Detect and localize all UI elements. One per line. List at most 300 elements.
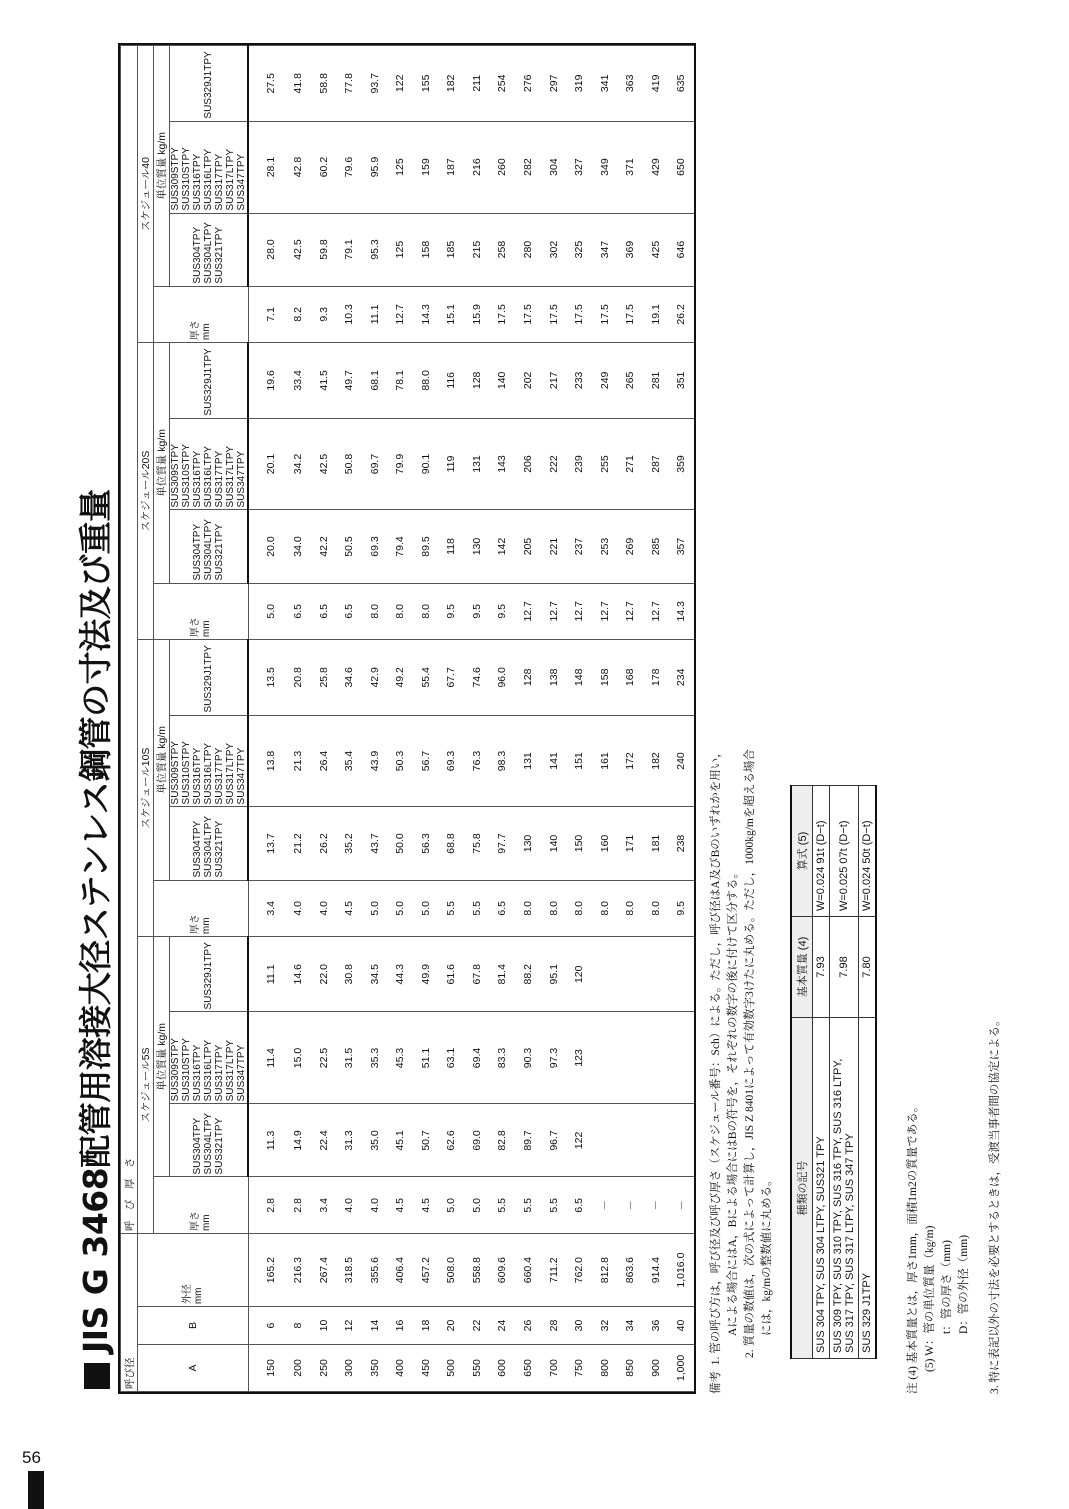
table-cell: 9.3 — [311, 286, 337, 343]
header-thickness: 厚さ mm — [154, 1177, 249, 1234]
table-cell: 125 — [388, 213, 414, 286]
table-cell: 151 — [566, 715, 592, 807]
table-cell: 269 — [617, 510, 643, 583]
table-cell: 42.9 — [362, 640, 388, 715]
table-cell: 17.5 — [592, 286, 618, 343]
remark-1b: Aによる場合にはA，Bによる場合にはBの符号を，それぞれの数字の後に付けて区分する。 — [727, 867, 739, 1336]
table-cell: 609.6 — [490, 1234, 516, 1307]
table-cell — [617, 1012, 643, 1104]
table-cell: 96.0 — [490, 640, 516, 715]
table-cell: 148 — [566, 640, 592, 715]
table-cell: 178 — [643, 640, 669, 715]
table-cell: 20.8 — [286, 640, 312, 715]
table-cell: 74.6 — [464, 640, 490, 715]
table-cell: 14.6 — [286, 937, 312, 1012]
table-cell: 161 — [592, 715, 618, 807]
table-cell: 182 — [643, 715, 669, 807]
table-cell: 12.7 — [617, 583, 643, 640]
title-square-icon — [84, 1363, 110, 1389]
table-cell: 68.1 — [362, 343, 388, 418]
table-cell: 140 — [541, 807, 567, 880]
table-cell: 711.2 — [541, 1234, 567, 1307]
table-cell: 140 — [490, 343, 516, 418]
header-sch20s: スケジュール20S — [138, 343, 154, 640]
table-cell: 350 — [362, 1344, 388, 1391]
table-cell: 250 — [311, 1344, 337, 1391]
table-cell: 26.4 — [311, 715, 337, 807]
table-cell: 15.0 — [286, 1012, 312, 1104]
table-cell: 95.9 — [362, 121, 388, 213]
table-cell: 6.5 — [566, 1177, 592, 1234]
table-cell: 750 — [566, 1344, 592, 1391]
table-cell: 22.5 — [311, 1012, 337, 1104]
table-cell: 62.6 — [439, 1104, 465, 1177]
table-cell: 131 — [515, 715, 541, 807]
table-cell: － — [668, 1177, 694, 1234]
table-cell: 13.8 — [248, 715, 286, 807]
table-cell: 319 — [566, 46, 592, 122]
table-cell: 40 — [668, 1307, 694, 1345]
table-cell: 34.2 — [286, 418, 312, 510]
table-cell: 202 — [515, 343, 541, 418]
table-cell: 369 — [617, 213, 643, 286]
table-cell: 26.2 — [311, 807, 337, 880]
table-cell: 168 — [617, 640, 643, 715]
table-cell: 172 — [617, 715, 643, 807]
mass-header-kind: 種類の記号 — [791, 1018, 813, 1359]
table-cell: 96.7 — [541, 1104, 567, 1177]
header-grade-group-2: SUS309STPY SUS310STPY SUS316TPY SUS316LTPY SUS317TPY SUS317LTPY SUS347TPY — [170, 715, 249, 807]
header-grade-group-3: SUS329J1TPY — [170, 343, 249, 418]
table-cell: 351 — [668, 343, 694, 418]
table-cell: 12.7 — [566, 583, 592, 640]
table-cell: 200 — [286, 1344, 312, 1391]
table-row — [337, 46, 363, 1392]
header-grade-group-1: SUS304TPY SUS304LTPY SUS321TPY — [170, 510, 249, 583]
table-cell: 49.7 — [337, 343, 363, 418]
table-cell: 349 — [592, 121, 618, 213]
table-cell: 8.2 — [286, 286, 312, 343]
mass-formula: W=0.025 07t (D−t) — [830, 786, 859, 917]
table-cell: 98.3 — [490, 715, 516, 807]
table-cell: 67.8 — [464, 937, 490, 1012]
table-cell: 22.4 — [311, 1104, 337, 1177]
table-cell: 12.7 — [515, 583, 541, 640]
table-cell: 233 — [566, 343, 592, 418]
header-grade-group-1: SUS304TPY SUS304LTPY SUS321TPY — [170, 807, 249, 880]
mass-row — [859, 786, 877, 1359]
table-cell: 165.2 — [248, 1234, 286, 1307]
header-thickness: 厚さ mm — [154, 583, 249, 640]
table-cell: 281 — [643, 343, 669, 418]
table-cell: 143 — [490, 418, 516, 510]
table-row — [490, 46, 516, 1392]
table-cell: 22.0 — [311, 937, 337, 1012]
header-grade-group-1: SUS304TPY SUS304LTPY SUS321TPY — [170, 213, 249, 286]
table-cell: 13.7 — [248, 807, 286, 880]
table-row — [311, 46, 337, 1392]
table-cell: 800 — [592, 1344, 618, 1391]
table-cell: 650 — [668, 121, 694, 213]
table-cell: 8.0 — [643, 880, 669, 937]
table-cell: 237 — [566, 510, 592, 583]
table-cell: 5.0 — [388, 880, 414, 937]
header-grade-group-2: SUS309STPY SUS310STPY SUS316TPY SUS316LTPY SUS317TPY SUS317LTPY SUS347TPY — [170, 121, 249, 213]
table-row — [643, 46, 669, 1392]
table-cell: 128 — [515, 640, 541, 715]
table-cell: 304 — [541, 121, 567, 213]
table-cell: 35.0 — [362, 1104, 388, 1177]
table-cell: 131 — [464, 418, 490, 510]
table-cell: 34.6 — [337, 640, 363, 715]
header-grade-group-2: SUS309STPY SUS310STPY SUS316TPY SUS316LTPY SUS317TPY SUS317LTPY SUS347TPY — [170, 418, 249, 510]
table-cell: 97.7 — [490, 807, 516, 880]
table-cell: 141 — [541, 715, 567, 807]
table-cell: 95.3 — [362, 213, 388, 286]
table-cell: 558.8 — [464, 1234, 490, 1307]
table-cell: 88.0 — [413, 343, 439, 418]
table-cell: 150 — [566, 807, 592, 880]
table-cell: 125 — [388, 121, 414, 213]
header-sch10s: スケジュール10S — [138, 640, 154, 937]
table-cell: 211 — [464, 46, 490, 122]
table-cell: 81.4 — [490, 937, 516, 1012]
mass-formula: W=0.024 50t (D−t) — [859, 786, 877, 917]
table-cell: 762.0 — [566, 1234, 592, 1307]
table-cell: 30 — [566, 1307, 592, 1345]
table-cell: 79.6 — [337, 121, 363, 213]
table-cell: 4.5 — [388, 1177, 414, 1234]
table-cell: 42.5 — [286, 213, 312, 286]
mass-formula: W=0.024 91t (D−t) — [813, 786, 830, 917]
table-cell: 5.5 — [490, 1177, 516, 1234]
table-cell: 150 — [248, 1344, 286, 1391]
table-cell: 216.3 — [286, 1234, 312, 1307]
table-cell: 8.0 — [592, 880, 618, 937]
table-cell: 363 — [617, 46, 643, 122]
table-cell: 318.5 — [337, 1234, 363, 1307]
table-cell: 34.5 — [362, 937, 388, 1012]
table-cell: 119 — [439, 418, 465, 510]
remarks-label: 備考 — [710, 1371, 722, 1394]
table-row — [592, 46, 618, 1392]
table-cell: 429 — [643, 121, 669, 213]
table-cell: 12.7 — [541, 583, 567, 640]
table-cell: 20.1 — [248, 418, 286, 510]
table-cell: 216 — [464, 121, 490, 213]
table-cell: 12 — [337, 1307, 363, 1345]
table-cell: 25.8 — [311, 640, 337, 715]
table-cell: 419 — [643, 46, 669, 122]
table-cell: 258 — [490, 213, 516, 286]
table-cell: 41.5 — [311, 343, 337, 418]
table-cell: 217 — [541, 343, 567, 418]
mass-row — [813, 786, 830, 1359]
table-cell: 89.7 — [515, 1104, 541, 1177]
table-cell — [592, 1012, 618, 1104]
table-cell: 20 — [439, 1307, 465, 1345]
table-cell: 93.7 — [362, 46, 388, 122]
table-cell: 12.7 — [592, 583, 618, 640]
footnotes — [905, 1015, 1004, 1395]
table-cell: 863.6 — [617, 1234, 643, 1307]
table-cell: 75.8 — [464, 807, 490, 880]
table-cell: 900 — [643, 1344, 669, 1391]
table-cell: 130 — [464, 510, 490, 583]
table-cell: 3.4 — [311, 1177, 337, 1234]
table-cell: 77.8 — [337, 46, 363, 122]
table-cell: 68.8 — [439, 807, 465, 880]
table-cell: 31.3 — [337, 1104, 363, 1177]
table-cell: 123 — [566, 1012, 592, 1104]
table-cell: 635 — [668, 46, 694, 122]
table-cell: 26.2 — [668, 286, 694, 343]
table-row — [248, 46, 286, 1392]
table-cell: 60.2 — [311, 121, 337, 213]
table-cell: 26 — [515, 1307, 541, 1345]
mass-row — [830, 786, 859, 1359]
header-thickness: 厚さ mm — [154, 286, 249, 343]
table-cell: 239 — [566, 418, 592, 510]
table-cell: 325 — [566, 213, 592, 286]
table-cell: 55.4 — [413, 640, 439, 715]
table-cell: 35.3 — [362, 1012, 388, 1104]
table-cell: 28.0 — [248, 213, 286, 286]
table-cell: 15.1 — [439, 286, 465, 343]
table-cell: 56.3 — [413, 807, 439, 880]
table-cell: 8.0 — [566, 880, 592, 937]
table-cell — [643, 1104, 669, 1177]
table-row — [617, 46, 643, 1392]
table-cell: 2.8 — [248, 1177, 286, 1234]
table-cell: 14.3 — [413, 286, 439, 343]
table-cell: 206 — [515, 418, 541, 510]
page-number: 56 — [22, 1448, 41, 1467]
table-cell: 83.3 — [490, 1012, 516, 1104]
table-cell: 8.0 — [362, 583, 388, 640]
table-cell: 14 — [362, 1307, 388, 1345]
table-cell: 97.3 — [541, 1012, 567, 1104]
mass-base: 7.80 — [859, 917, 877, 1018]
mass-kind: SUS 309 TPY, SUS 310 TPY, SUS 316 TPY, SUS 316 LTPY, SUS 317 TPY, SUS 317 LTPY, SUS 347 TPY — [830, 1018, 859, 1359]
table-cell: 12.7 — [643, 583, 669, 640]
table-cell — [617, 937, 643, 1012]
table-cell: 158 — [413, 213, 439, 286]
table-cell: 260 — [490, 121, 516, 213]
table-cell: 27.5 — [248, 46, 286, 122]
remark-3: 3. 特に表記以外の寸法を必要とするときは，受渡当事者間の協定による。 — [989, 1014, 1001, 1394]
table-cell: 45.3 — [388, 1012, 414, 1104]
table-cell: 32 — [592, 1307, 618, 1345]
table-cell — [668, 1012, 694, 1104]
table-cell: 215 — [464, 213, 490, 286]
table-cell: 187 — [439, 121, 465, 213]
header-grade-group-3: SUS329J1TPY — [170, 937, 249, 1012]
table-cell: 5.5 — [439, 880, 465, 937]
table-cell: 255 — [592, 418, 618, 510]
table-row — [541, 46, 567, 1392]
table-cell: 17.5 — [490, 286, 516, 343]
mass-kind: SUS 329 J1TPY — [859, 1018, 877, 1359]
table-row — [439, 46, 465, 1392]
table-cell: 17.5 — [541, 286, 567, 343]
table-cell — [668, 1104, 694, 1177]
table-cell: 159 — [413, 121, 439, 213]
table-cell: 253 — [592, 510, 618, 583]
table-cell: 341 — [592, 46, 618, 122]
table-cell: 17.5 — [617, 286, 643, 343]
table-cell: 50.0 — [388, 807, 414, 880]
header-unit-mass: 単位質量 kg/m — [154, 640, 170, 880]
table-cell: 6.5 — [490, 880, 516, 937]
table-cell: 122 — [566, 1104, 592, 1177]
table-cell: 450 — [413, 1344, 439, 1391]
table-cell: 2.8 — [286, 1177, 312, 1234]
table-cell: 254 — [490, 46, 516, 122]
header-grade-group-3: SUS329J1TPY — [170, 46, 249, 122]
header-unit-mass: 単位質量 kg/m — [154, 937, 170, 1177]
table-cell: 406.4 — [388, 1234, 414, 1307]
table-cell: 69.4 — [464, 1012, 490, 1104]
table-cell: 14.3 — [668, 583, 694, 640]
table-cell: 271 — [617, 418, 643, 510]
table-cell: 49.2 — [388, 640, 414, 715]
table-cell: 457.2 — [413, 1234, 439, 1307]
table-cell: 120 — [566, 937, 592, 1012]
table-cell: 276 — [515, 46, 541, 122]
remark-2b: には，kg/mの整数値に丸める。 — [761, 1174, 773, 1336]
table-cell: 16 — [388, 1307, 414, 1345]
table-cell: 240 — [668, 715, 694, 807]
table-cell: 6.5 — [311, 583, 337, 640]
table-cell: 234 — [668, 640, 694, 715]
table-cell: 59.8 — [311, 213, 337, 286]
table-cell: 280 — [515, 213, 541, 286]
table-cell: 508.0 — [439, 1234, 465, 1307]
table-cell: 9.5 — [464, 583, 490, 640]
table-cell: 5.5 — [541, 1177, 567, 1234]
table-cell: 49.9 — [413, 937, 439, 1012]
table-cell: 302 — [541, 213, 567, 286]
table-cell: 371 — [617, 121, 643, 213]
table-cell: 69.7 — [362, 418, 388, 510]
table-cell: － — [592, 1177, 618, 1234]
header-grade-group-2: SUS309STPY SUS310STPY SUS316TPY SUS316LTPY SUS317TPY SUS317LTPY SUS347TPY — [170, 1012, 249, 1104]
header-thickness: 厚さ mm — [154, 880, 249, 937]
table-cell: 205 — [515, 510, 541, 583]
table-cell: 41.8 — [286, 46, 312, 122]
table-cell: 11.3 — [248, 1104, 286, 1177]
table-cell: 1,016.0 — [668, 1234, 694, 1307]
header-unit-mass: 単位質量 kg/m — [154, 343, 170, 583]
table-cell: 95.1 — [541, 937, 567, 1012]
table-cell: 82.8 — [490, 1104, 516, 1177]
footnote-5-t: t：管の厚さ（mm) — [941, 1240, 953, 1334]
header-grade-group-3: SUS329J1TPY — [170, 640, 249, 715]
table-cell: 44.3 — [388, 937, 414, 1012]
table-cell: 3.4 — [248, 880, 286, 937]
table-cell: 36 — [643, 1307, 669, 1345]
table-row — [286, 46, 312, 1392]
table-cell: 61.6 — [439, 937, 465, 1012]
table-cell: 5.0 — [439, 1177, 465, 1234]
table-cell: 171 — [617, 807, 643, 880]
table-cell: 8.0 — [541, 880, 567, 937]
mass-base: 7.98 — [830, 917, 859, 1018]
table-cell: 69.3 — [362, 510, 388, 583]
table-cell: 9.5 — [439, 583, 465, 640]
table-cell: 700 — [541, 1344, 567, 1391]
dimension-table-wrapper — [118, 43, 696, 1394]
table-cell: 185 — [439, 213, 465, 286]
table-cell: 56.7 — [413, 715, 439, 807]
table-cell: 5.0 — [464, 1177, 490, 1234]
table-cell: 67.7 — [439, 640, 465, 715]
base-mass-table — [790, 785, 877, 1359]
table-cell: 7.1 — [248, 286, 286, 343]
table-cell: 90.3 — [515, 1012, 541, 1104]
table-cell: 88.2 — [515, 937, 541, 1012]
table-row — [515, 46, 541, 1392]
table-cell: 5.5 — [515, 1177, 541, 1234]
table-cell: 5.0 — [362, 880, 388, 937]
table-cell: 914.4 — [643, 1234, 669, 1307]
page-title — [70, 489, 117, 1389]
table-cell: 11.1 — [248, 937, 286, 1012]
table-cell: 33.4 — [286, 343, 312, 418]
table-cell: 8.0 — [617, 880, 643, 937]
table-cell: 238 — [668, 807, 694, 880]
table-cell: 182 — [439, 46, 465, 122]
table-cell: 8.0 — [413, 583, 439, 640]
table-cell: 359 — [668, 418, 694, 510]
table-cell: 282 — [515, 121, 541, 213]
table-cell: 30.8 — [337, 937, 363, 1012]
table-cell: 550 — [464, 1344, 490, 1391]
table-cell: 357 — [668, 510, 694, 583]
table-row — [413, 46, 439, 1392]
table-cell: 79.4 — [388, 510, 414, 583]
table-cell: 347 — [592, 213, 618, 286]
table-cell: 160 — [592, 807, 618, 880]
table-cell: 297 — [541, 46, 567, 122]
header-a: A — [138, 1344, 249, 1391]
table-cell: 58.8 — [311, 46, 337, 122]
table-cell: 4.0 — [311, 880, 337, 937]
table-cell: 9.5 — [668, 880, 694, 937]
footnote-5: (5) W：管の単位質量（kg/m) — [924, 1225, 936, 1372]
table-cell: 12.7 — [388, 286, 414, 343]
table-cell: 43.9 — [362, 715, 388, 807]
mass-kind: SUS 304 TPY, SUS 304 LTPY, SUS321 TPY — [813, 1018, 830, 1359]
remark-2a: 2. 質量の数値は，次の式によって計算し，JIS Z 8401によって有効数字3けたに丸める。ただし，1000kg/mを超える場合 — [744, 749, 756, 1358]
table-row — [362, 46, 388, 1392]
footnote-5-d: D：管の外径（mm) — [958, 1234, 970, 1334]
table-cell: 425 — [643, 213, 669, 286]
table-cell: 142 — [490, 510, 516, 583]
table-cell — [592, 1104, 618, 1177]
table-cell: 327 — [566, 121, 592, 213]
table-cell: 6.5 — [337, 583, 363, 640]
table-cell: 89.5 — [413, 510, 439, 583]
table-cell: 90.1 — [413, 418, 439, 510]
table-cell: 8.0 — [515, 880, 541, 937]
table-cell: 14.9 — [286, 1104, 312, 1177]
mass-header-formula: 算式 (5) — [791, 786, 813, 917]
table-cell: 4.5 — [337, 880, 363, 937]
table-cell: 17.5 — [566, 286, 592, 343]
table-cell: 249 — [592, 343, 618, 418]
